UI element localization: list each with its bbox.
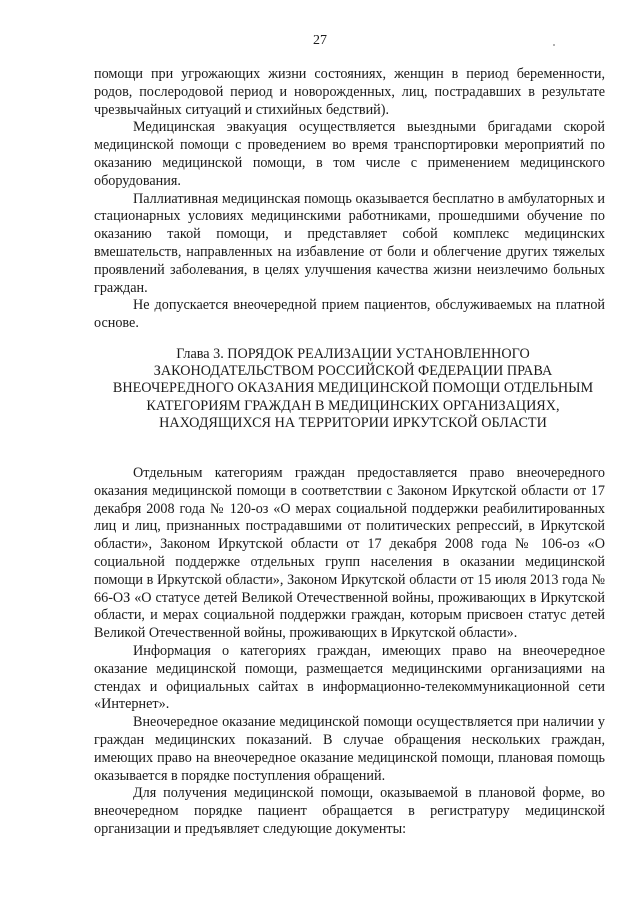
text-block-top [94, 66, 605, 333]
text-block-bottom [94, 465, 605, 839]
paragraph: помощи при угрожающих жизни состояниях, женщин в период беременности, родов, послеродовой период и новорожденных, лиц, пострадавших в результате чрезвычайных ситуаций и стихийных бедствий). [94, 66, 605, 118]
paragraph: Для получения медицинской помощи, оказываемой в плановой форме, во внеочередном порядке пациент обращается в регистратуру медицинской организации и предъявляет следующие документы: [94, 785, 605, 837]
paragraph: Внеочередное оказание медицинской помощи осуществляется при наличии у граждан медицинских показаний. В случае обращения нескольких граждан, имеющих право на внеочередное оказание медицинской помощи, плановая помощь оказывается в порядке поступления обращений. [94, 714, 605, 784]
paragraph: Информация о категориях граждан, имеющих право на внеочередное оказание медицинской помощи, размещается медицинскими организациями на стендах и официальных сайтах в информационно-телекоммуникационной сети «Интернет». [94, 642, 605, 713]
paragraph: Не допускается внеочередной прием пациентов, обслуживаемых на платной основе. [94, 297, 605, 332]
paragraph: Паллиативная медицинская помощь оказывается бесплатно в амбулаторных и стационарных условиях медицинскими работниками, прошедшими обучение по оказанию такой помощи, и представляет собой комплекс медицинских вмешательств, направленных на избавление от боли и облегчение других тяжелых проявлений заболевания, в целях улучшения качества жизни неизлечимо больных граждан. [94, 190, 605, 296]
paragraph: Медицинская эвакуация осуществляется выездными бригадами скорой медицинской помощи с проведением во время транспортировки мероприятий по оказанию медицинской помощи, в том числе с применением медицинского оборудования. [94, 119, 605, 189]
page-number: 27 [313, 33, 327, 48]
paragraph: Отдельным категориям граждан предоставляется право внеочередного оказания медицинской помощи в соответствии с Законом Иркутской области от 17 декабря 2008 года № 120-оз «О мерах социальной поддержки реабилитированных лиц и лиц, признанных пострадавшими от политических репрессий, в Иркутской области», Законом Иркутской области от 17 декабря 2008 года № 106-оз «О социальной поддержке отдельных групп населения в оказании медицинской помощи в Иркутской области», Законом Иркутской области от 15 июля 2013 года № 66-ОЗ «О статусе детей Великой Отечественной войны, проживающих в Иркутской области, и мерах социальной поддержки граждан, которым присвоен статус детей Великой Отечественной войны, проживающих в Иркутской области». [94, 465, 605, 642]
scan-dot [553, 44, 555, 46]
chapter-title: Глава 3. ПОРЯДОК РЕАЛИЗАЦИИ УСТАНОВЛЕННОГО ЗАКОНОДАТЕЛЬСТВОМ РОССИЙСКОЙ ФЕДЕРАЦИИ ПРАВА ВНЕОЧЕРЕДНОГО ОКАЗАНИЯ МЕДИЦИНСКОЙ ПОМОЩИ ОТДЕЛЬНЫМ КАТЕГОРИЯМ ГРАЖДАН В МЕДИЦИНСКИХ ОРГАНИЗАЦИЯХ, НАХОДЯЩИХСЯ НА ТЕРРИТОРИИ ИРКУТСКОЙ ОБЛАСТИ [112, 346, 594, 431]
